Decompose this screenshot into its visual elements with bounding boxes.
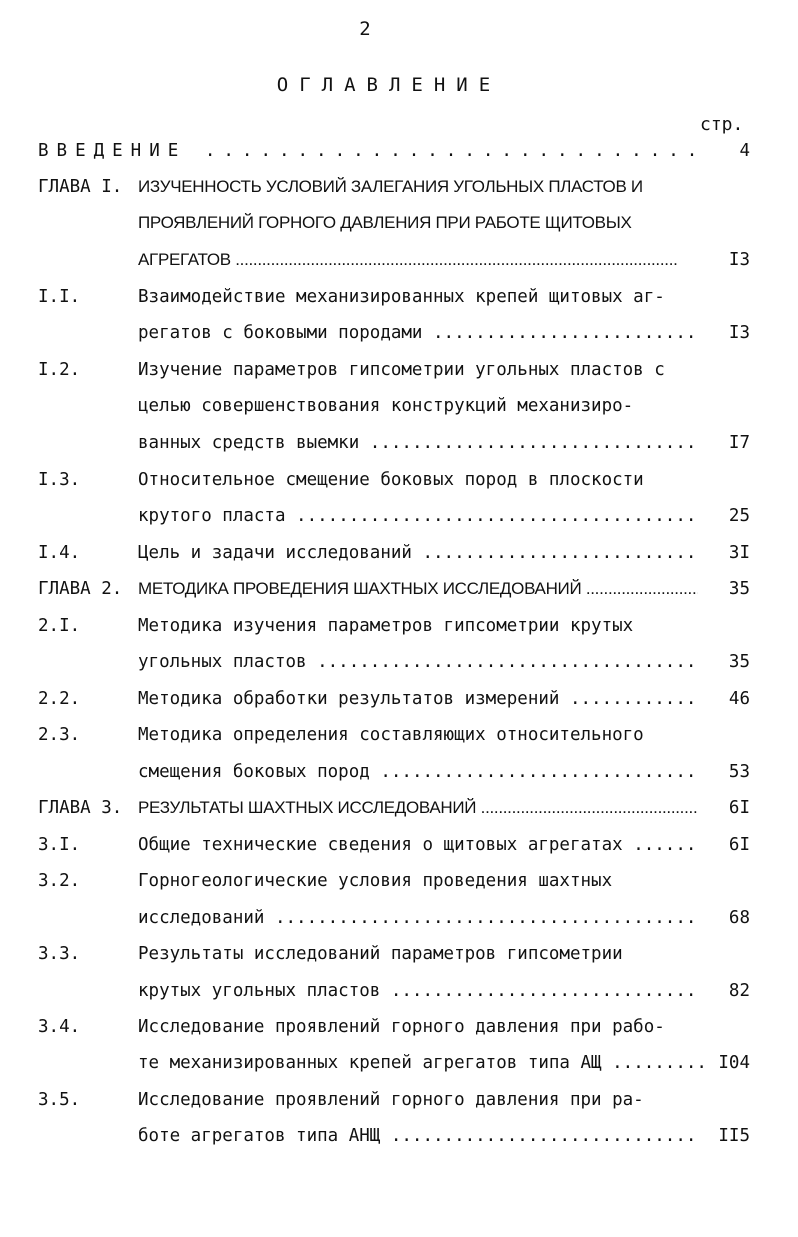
toc-entry-title: целью совершенствования конструкций механизиро- [138, 396, 634, 416]
toc-entry-number: ГЛАВА I. [38, 177, 123, 197]
toc-entry-title: крутых угольных пластов ..... [138, 977, 698, 1005]
toc-entry-continuation [38, 392, 750, 420]
toc-entry-page: I7 [728, 433, 750, 453]
toc-entry-title: крутого пласта ..... [138, 502, 698, 530]
toc-entry-title: АГРЕГАТОВ ..... [138, 246, 698, 274]
toc-entry-page: 6I [728, 835, 750, 855]
toc-entry-title: Методика изучения параметров гипсометрии крутых [138, 616, 634, 636]
toc-entry-continuation [38, 429, 750, 457]
toc-entry-continuation [38, 319, 750, 347]
page-column-header: стр. [700, 114, 744, 135]
page-number: 2 [359, 18, 371, 40]
toc-entry-page: 4 [739, 141, 750, 161]
toc-section-entry [38, 356, 750, 384]
toc-entry-title: Исследование проявлений горного давления при ра- [138, 1090, 644, 1110]
toc-entry-title: регатов с боковыми породами ..... [138, 319, 698, 347]
toc-entry-page: 6I [728, 798, 750, 818]
toc-entry-page: I3 [728, 323, 750, 343]
toc-entry-continuation [38, 977, 750, 1005]
toc-entry-continuation [38, 758, 750, 786]
toc-entry-title: те механизированных крепей агрегатов типа АЩ ..... [138, 1049, 703, 1077]
toc-chapter-heading [38, 794, 750, 822]
toc-entry-title: МЕТОДИКА ПРОВЕДЕНИЯ ШАХТНЫХ ИССЛЕДОВАНИЙ ..... [138, 575, 698, 603]
toc-entry-continuation [38, 1122, 750, 1150]
toc-entry-number: 2.I. [38, 616, 81, 636]
toc-entry-continuation [38, 1049, 750, 1077]
toc-entry-page: 46 [728, 689, 750, 709]
toc-entry-page: I04 [718, 1053, 750, 1073]
toc-entry-page: 53 [728, 762, 750, 782]
toc-entry-number: 2.2. [38, 689, 81, 709]
toc-entry-title: Горногеологические условия проведения шахтных [138, 871, 613, 891]
toc-entry-introduction [38, 137, 750, 165]
toc-section-entry [38, 721, 750, 749]
toc-entry-title: ПРОЯВЛЕНИЙ ГОРНОГО ДАВЛЕНИЯ ПРИ РАБОТЕ ЩИТОВЫХ [138, 213, 632, 232]
toc-entry-page: 82 [728, 981, 750, 1001]
toc-entry-page: 35 [728, 652, 750, 672]
toc-chapter-heading [38, 173, 750, 201]
toc-entry-number: 3.4. [38, 1017, 81, 1037]
toc-entry-page: I3 [728, 250, 750, 270]
toc-entry-continuation [38, 648, 750, 676]
toc-section-entry [38, 612, 750, 640]
toc-entry-number: ГЛАВА 3. [38, 798, 123, 818]
toc-section-entry [38, 466, 750, 494]
toc-section-entry [38, 940, 750, 968]
toc-entry-page: 68 [728, 908, 750, 928]
toc-entry-title: Методика обработки результатов измерений ..... [138, 685, 698, 713]
toc-entry-title: Методика определения составляющих относительного [138, 725, 644, 745]
toc-entry-title: угольных пластов ..... [138, 648, 698, 676]
toc-title: ОГЛАВЛЕНИЕ [276, 74, 502, 96]
toc-section-entry [38, 1013, 750, 1041]
toc-section-entry [38, 283, 750, 311]
toc-entry-number: 2.3. [38, 725, 81, 745]
toc-section-entry [38, 831, 750, 859]
toc-entry-number: I.4. [38, 543, 81, 563]
toc-entry-number: 3.5. [38, 1090, 81, 1110]
toc-entry-title: Относительное смещение боковых пород в плоскости [138, 470, 644, 490]
toc-section-entry [38, 867, 750, 895]
toc-entry-title: Цель и задачи исследований ..... [138, 539, 698, 567]
toc-entry-number: I.3. [38, 470, 81, 490]
toc-entry-title: Взаимодействие механизированных крепей щитовых аг- [138, 287, 665, 307]
toc-entry-page: 35 [728, 579, 750, 599]
toc-entry-title: боте агрегатов типа АНЩ ..... [138, 1122, 698, 1150]
toc-entry-title: РЕЗУЛЬТАТЫ ШАХТНЫХ ИССЛЕДОВАНИЙ ..... [138, 794, 698, 822]
toc-section-entry [38, 1086, 750, 1114]
toc-entry-title: ВВЕДЕНИЕ ..... [38, 137, 698, 165]
toc-entry-continuation [38, 209, 750, 237]
toc-entry-page: 25 [728, 506, 750, 526]
toc-entry-number: I.I. [38, 287, 81, 307]
toc-entry-number: I.2. [38, 360, 81, 380]
toc-entry-continuation [38, 904, 750, 932]
toc-entry-title: исследований ..... [138, 904, 698, 932]
toc-entry-title: смещения боковых пород ..... [138, 758, 698, 786]
toc-entry-page: 3I [728, 543, 750, 563]
toc-entry-title: Общие технические сведения о щитовых агрегатах ..... [138, 831, 698, 859]
toc-entry-continuation [38, 502, 750, 530]
toc-chapter-heading [38, 575, 750, 603]
toc-entry-number: 3.I. [38, 835, 81, 855]
toc-entry-number: 3.2. [38, 871, 81, 891]
toc-entry-title: ИЗУЧЕННОСТЬ УСЛОВИЙ ЗАЛЕГАНИЯ УГОЛЬНЫХ ПЛАСТОВ И [138, 177, 643, 196]
toc-section-entry [38, 685, 750, 713]
toc-entry-page: II5 [718, 1126, 750, 1146]
toc-entry-title: Исследование проявлений горного давления при рабо- [138, 1017, 665, 1037]
toc-entry-number: 3.3. [38, 944, 81, 964]
toc-entry-number: ГЛАВА 2. [38, 579, 123, 599]
toc-entry-title: Результаты исследований параметров гипсометрии [138, 944, 623, 964]
toc-entry-title: ванных средств выемки ..... [138, 429, 698, 457]
toc-entry-title: Изучение параметров гипсометрии угольных пластов с [138, 360, 665, 380]
toc-entry-continuation [38, 246, 750, 274]
toc-section-entry [38, 539, 750, 567]
